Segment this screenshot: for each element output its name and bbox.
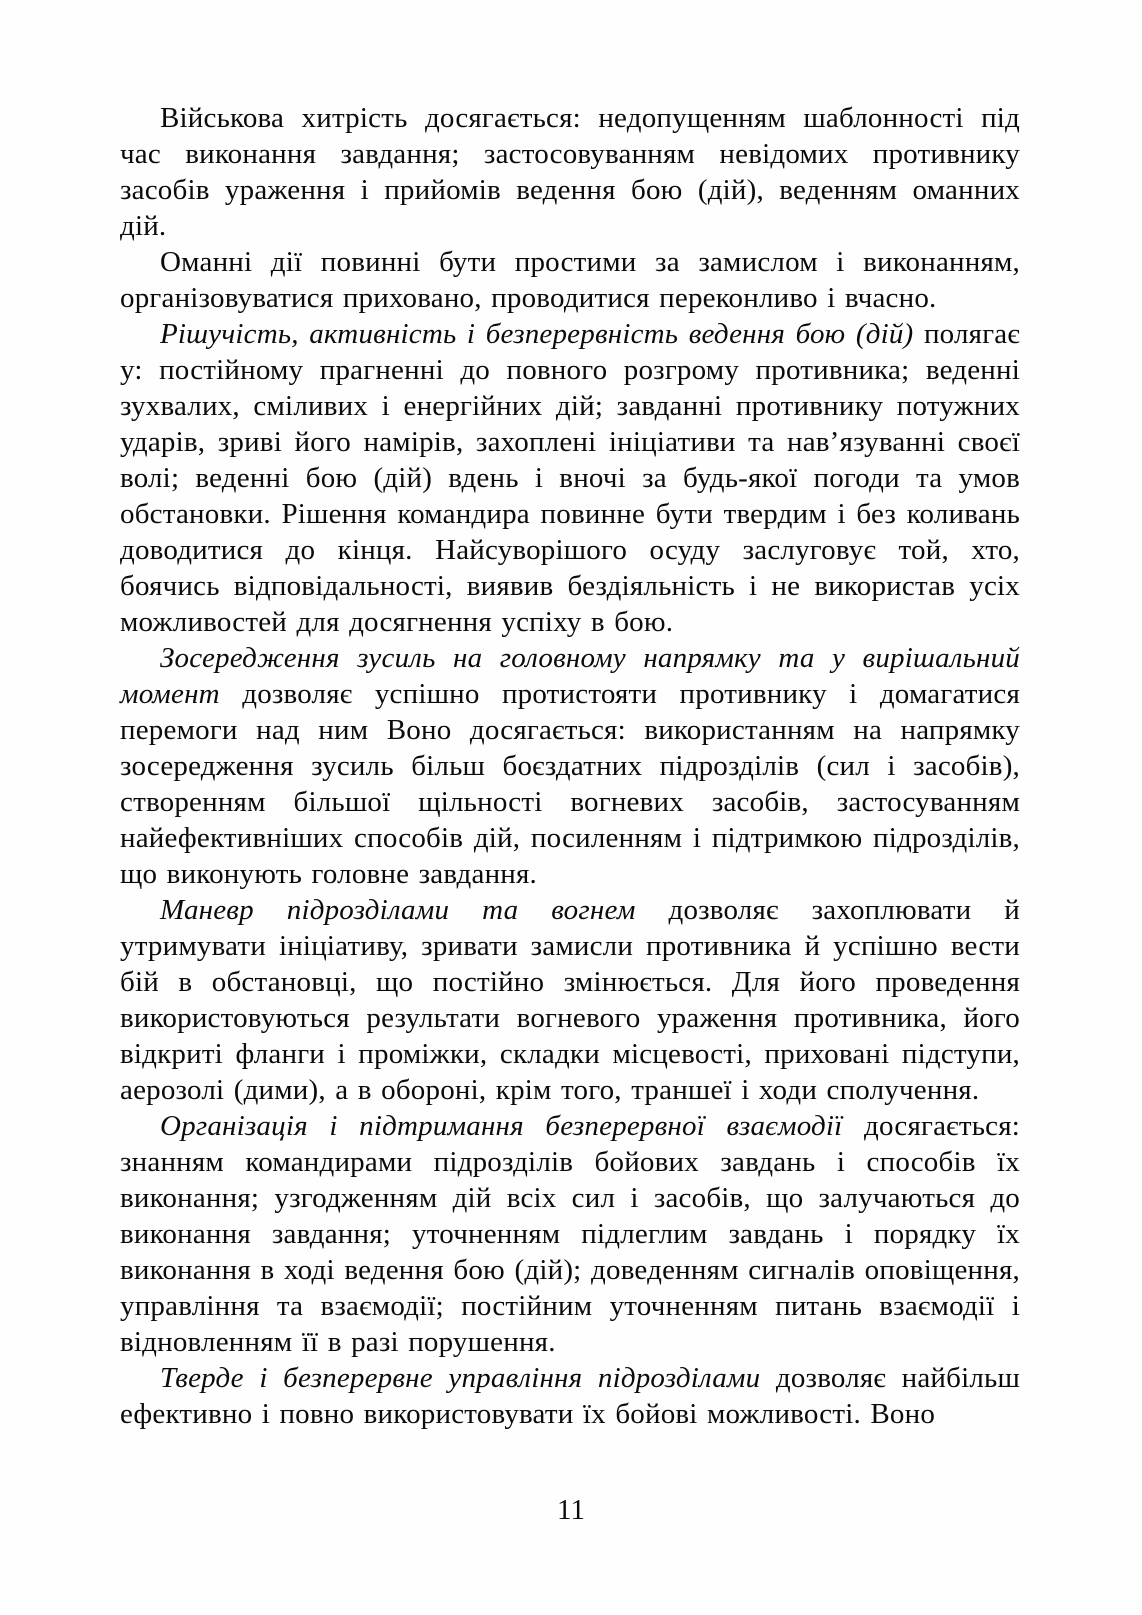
page-number: 11 xyxy=(557,1494,585,1526)
paragraph-4-text: дозволяє успішно протистояти противнику і домагатися перемоги над ним Воно досягається: використанням на напрямку зосередження зусиль більш боєздатних підрозділів (сил і засобів), створенням більшої щільності вогневих засобів, застосуванням найефективніших способів дій, посиленням і підтримкою підрозділів, що виконують головне завдання. xyxy=(120,678,1020,890)
paragraph-5-text: дозволяє захоплювати й утримувати ініціативу, зривати замисли противника й успішно вести бій в обстановці, що постійно змінюється. Для його проведення використовуються результати вогневого ураження противника, його відкриті фланги і проміжки, складки місцевості, приховані підступи, аерозолі (дими), а в обороні, крім того, траншеї і ходи сполучення. xyxy=(120,894,1020,1106)
paragraph-7-lead-italic: Тверде і безперервне управління підрозділами xyxy=(160,1362,761,1394)
paragraph-6-lead-italic: Організація і підтримання безперервної взаємодії xyxy=(160,1110,843,1142)
paragraph-3 xyxy=(120,316,1020,640)
paragraph-7 xyxy=(120,1360,1020,1432)
paragraph-6 xyxy=(120,1108,1020,1360)
paragraph-4-lead-italic: Зосередження зусиль на головному напрямку та у вирішальний момент xyxy=(120,642,1020,710)
paragraph-2-text: Оманні дії повинні бути простими за замислом і виконанням, організовуватися приховано, проводитися переконливо і вчасно. xyxy=(120,246,1020,314)
paragraph-3-text: полягає у: постійному прагненні до повного розгрому противника; веденні зухвалих, сміливих і енергійних дій; завданні противнику потужних ударів, зриві його намірів, захоплені ініціативи та нав’язуванні своєї волі; веденні бою (дій) вдень і вночі за будь-якої погоди та умов обстановки. Рішення командира повинне бути твердим і без коливань доводитися до кінця. Найсуворішого осуду заслуговує той, хто, боячись відповідальності, виявив бездіяльність і не використав усіх можливостей для досягнення успіху в бою. xyxy=(120,318,1021,638)
paragraph-2 xyxy=(120,244,1020,316)
paragraph-3-lead-italic: Рішучість, активність і безперервність ведення бою (дій) xyxy=(160,318,914,350)
paragraph-1-text: Військова хитрість досягається: недопущенням шаблонності під час виконання завдання; застосовуванням невідомих противнику засобів ураження і прийомів ведення бою (дій), веденням оманних дій. xyxy=(120,102,1020,242)
paragraph-4 xyxy=(120,640,1020,892)
paragraph-6-text: досягається: знанням командирами підрозділів бойових завдань і способів їх виконання; узгодженням дій всіх сил і засобів, що залучаються до виконання завдання; уточненням підлеглим завдань і порядку їх виконання в ході ведення бою (дій); доведенням сигналів оповіщення, управління та взаємодії; постійним уточненням питань взаємодії і відновленням її в разі порушення. xyxy=(120,1110,1020,1358)
paragraph-5-lead-italic: Маневр підрозділами та вогнем xyxy=(160,894,636,926)
paragraph-1 xyxy=(120,100,1020,244)
paragraph-7-text: дозволяє найбільш ефективно і повно використовувати їх бойові можливості. Воно xyxy=(120,1362,1020,1430)
paragraph-5 xyxy=(120,892,1020,1108)
text-block xyxy=(120,100,1020,1432)
